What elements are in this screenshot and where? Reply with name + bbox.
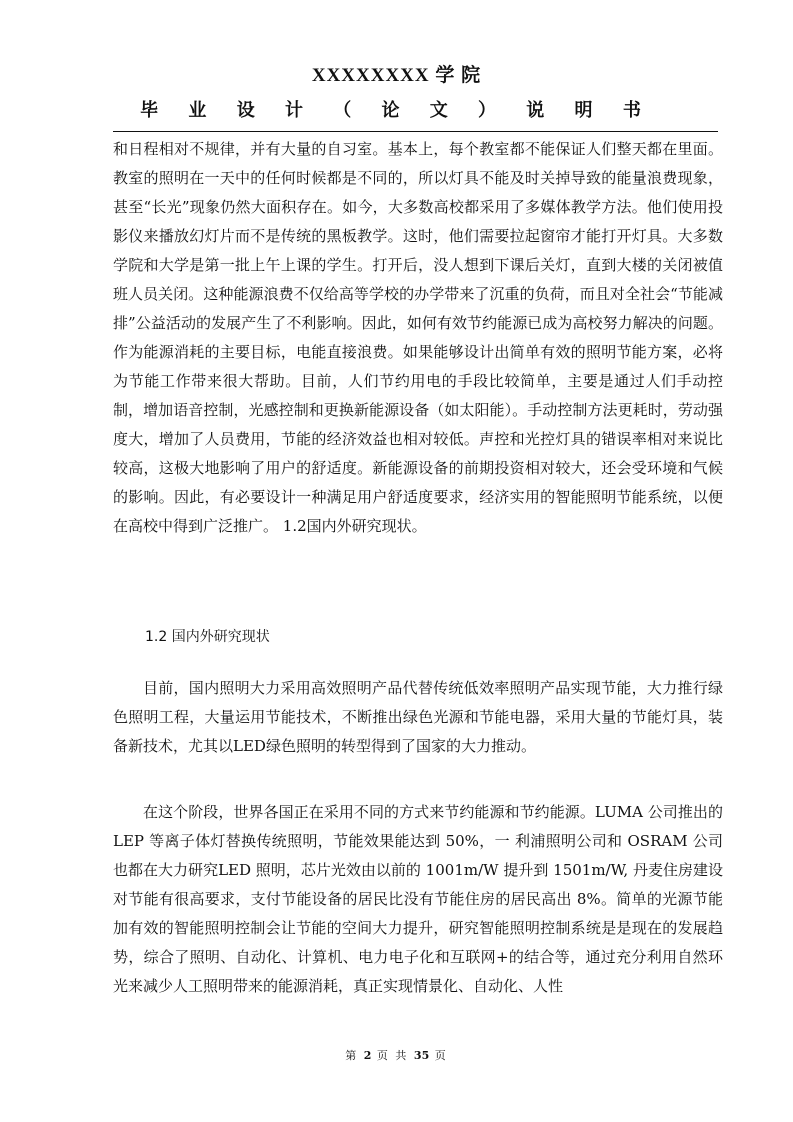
document-type-title: 毕 业 设 计 （ 论 文 ） 说 明 书 [140,100,653,121]
footer-prefix: 第 [345,1049,359,1062]
footer-middle: 页 共 [376,1049,409,1062]
body-paragraph-2: 目前，国内照明大力采用高效照明产品代替传统低效率照明产品实现节能，大力推行绿色照明工程，大量运用节能技术，不断推出绿色光源和节能电器，采用大量的节能灯具，装备新技术，尤其以LED绿色照明的转型得到了国家的大力推动。 [113,679,723,755]
footer-suffix: 页 [434,1049,448,1062]
section-heading: 1.2 国内外研究现状 [145,629,270,645]
institution-title: XXXXXXXX 学 院 [311,65,482,86]
current-page-number: 2 [363,1049,372,1062]
total-pages-number: 35 [413,1049,430,1062]
page-footer [0,1047,793,1063]
body-paragraph-1: 和日程相对不规律，并有大量的自习室。基本上，每个教室都不能保证人们整天都在里面。教室的照明在一天中的任何时候都是不同的，所以灯具不能及时关掉导致的能量浪费现象，甚至“长光”现象仍然大面积存在。如今，大多数高校都采用了多媒体教学方法。他们使用投影仪来播放幻灯片而不是传统的黑板教学。这时，他们需要拉起窗帘才能打开灯具。大多数学院和大学是第一批上午上课的学生。打开后，没人想到下课后关灯，直到大楼的关闭被值班人员关闭。这种能源浪费不仅给高等学校的办学带来了沉重的负荷，而且对全社会“节能减排”公益活动的发展产生了不利影响。因此，如何有效节约能源已成为高校努力解决的问题。作为能源消耗的主要目标，电能直接浪费。如果能够设计出简单有效的照明节能方案，必将为节能工作带来很大帮助。目前，人们节约用电的手段比较简单，主要是通过人们手动控制，增加语音控制，光感控制和更换新能源设备（如太阳能）。手动控制方法更耗时，劳动强度大，增加了人员费用，节能的经济效益也相对较低。声控和光控灯具的错误率相对来说比较高，这极大地影响了用户的舒适度。新能源设备的前期投资相对较大，还会受环境和气候的影响。因此，有必要设计一种满足用户舒适度要求，经济实用的智能照明节能系统，以便在高校中得到广泛推广。 1.2国内外研究现状。 [113,140,723,535]
header-divider [113,131,718,132]
body-paragraph-3: 在这个阶段，世界各国正在采用不同的方式来节约能源和节约能源。LUMA 公司推出的 LEP 等离子体灯替换传统照明，节能效果能达到 50%，一 利浦照明公司和 OSRAM 公司也都在大力研究LED 照明，芯片光效由以前的 1001m/W 提升到 1501m/W, 丹麦住房建设对节能有很高要求，支付节能设备的居民比没有节能住房的居民高出 8%。简单的光源节能加有效的智能照明控制会让节能的空间大力提升，研究智能照明控制系统是是现在的发展趋势，综合了照明、自动化、计算机、电力电子化和互联网+的结合等，通过充分利用自然环光来减少人工照明带来的能源消耗，真正实现情景化、自动化、人性 [113,803,723,995]
